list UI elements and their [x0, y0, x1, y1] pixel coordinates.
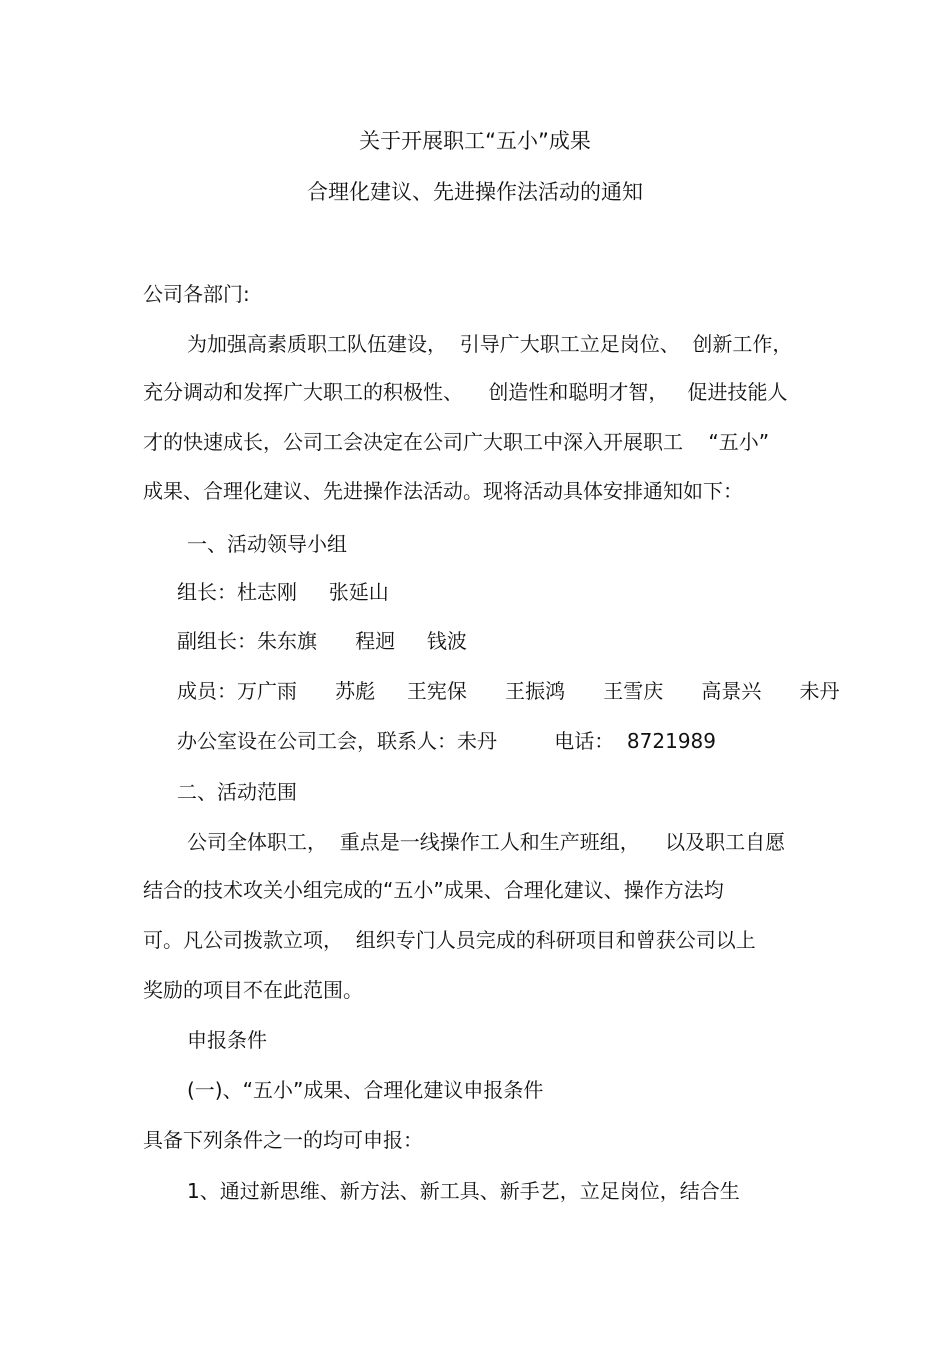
intro-line-1: 为加强高素质职工队伍建设， 引导广大职工立足岗位、 创新工作，: [187, 332, 793, 356]
scope-line-4: 奖励的项目不在此范围。: [143, 978, 363, 1002]
document-title-line-2: 合理化建议、先进操作法活动的通知: [307, 180, 643, 204]
section-3-heading: 申报条件: [187, 1028, 267, 1052]
intro-line-4: 成果、合理化建议、先进操作法活动。现将活动具体安排通知如下：: [143, 479, 743, 503]
condition-intro: 具备下列条件之一的均可申报：: [143, 1128, 423, 1152]
section-1-heading: 一、活动领导小组: [187, 532, 347, 556]
intro-line-3: 才的快速成长，公司工会决定在公司广大职工中深入开展职工 “五小”: [143, 430, 770, 454]
section-2-heading: 二、活动范围: [177, 780, 297, 804]
scope-line-3: 可。凡公司拨款立项， 组织专门人员完成的科研项目和曾获公司以上: [143, 928, 756, 952]
scope-line-2: 结合的技术攻关小组完成的“五小”成果、合理化建议、操作方法均: [143, 878, 724, 902]
document-title-line-1: 关于开展职工“五小”成果: [359, 129, 591, 153]
scope-line-1: 公司全体职工， 重点是一线操作工人和生产班组， 以及职工自愿: [187, 830, 786, 854]
group-deputy: 副组长：朱东旗 程迥 钱波: [177, 629, 467, 653]
group-leader: 组长：杜志刚 张延山: [177, 580, 389, 604]
intro-line-2: 充分调动和发挥广大职工的积极性、 创造性和聪明才智， 促进技能人: [143, 380, 788, 404]
salutation: 公司各部门:: [143, 282, 250, 306]
office-contact: 办公室设在公司工会，联系人：未丹 电话： 8721989: [177, 729, 717, 753]
condition-item-1: 1、通过新思维、新方法、新工具、新手艺，立足岗位，结合生: [187, 1179, 740, 1203]
group-members: 成员：万广雨 苏彪 王宪保 王振鸿 王雪庆 高景兴 未丹: [177, 679, 840, 703]
section-3-subheading: (一)、“五小”成果、合理化建议申报条件: [187, 1078, 544, 1102]
